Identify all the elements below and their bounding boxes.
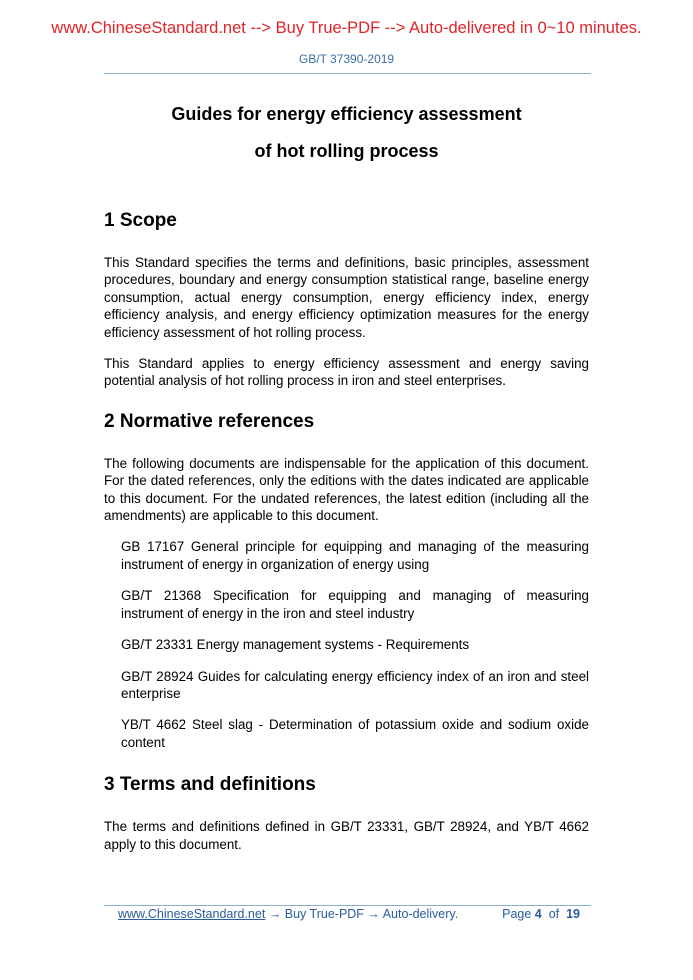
reference-item: GB/T 21368 Specification for equipping and managing of measuring instrument of energy in the iron and steel industry [121,588,589,621]
document-body [104,210,589,853]
footer-divider [104,905,591,906]
page-label: Page [502,907,532,921]
header-divider [104,73,591,74]
scope-paragraph-2: This Standard applies to energy efficiency assessment and energy saving potential analysis of hot rolling process in iron and steel enterprises. [104,356,589,389]
footer-promo [118,907,458,921]
section-heading-normative-references: 2 Normative references [104,410,315,432]
normative-intro-paragraph: The following documents are indispensable for the application of this document. For the dated references, only the editions with the dates indicated are applicable to this document. For the undated references, the latest edition (including all the amendments) are applicable to this document. [104,455,589,524]
standard-code: GB/T 37390-2019 [298,52,395,66]
footer-site-link[interactable]: www.ChineseStandard.net [118,907,266,921]
page-of-label: of [548,907,560,921]
terms-paragraph: The terms and definitions defined in GB/T 23331, GB/T 28924, and YB/T 4662 apply to this document. [104,819,589,852]
page-total: 19 [566,907,580,921]
footer-promo-text: → Buy True-PDF → Auto-delivery. [265,907,459,921]
promo-banner[interactable]: www.ChineseStandard.net --> Buy True-PDF --> Auto-delivered in 0~10 minutes. [51,19,642,37]
reference-item: YB/T 4662 Steel slag - Determination of potassium oxide and sodium oxide content [121,717,589,750]
reference-item: GB/T 23331 Energy management systems - Requirements [121,637,470,653]
document-title-line-2: of hot rolling process [254,141,439,161]
page-footer [118,907,580,921]
document-title-line-1: Guides for energy efficiency assessment [171,104,522,124]
section-heading-terms-definitions: 3 Terms and definitions [104,774,316,796]
page-number: 4 [534,907,542,921]
reference-item: GB 17167 General principle for equipping and managing of the measuring instrument of energy in organization of energy using [121,539,589,572]
reference-item: GB/T 28924 Guides for calculating energy efficiency index of an iron and steel enterprise [121,668,589,701]
scope-paragraph-1: This Standard specifies the terms and definitions, basic principles, assessment procedures, boundary and energy consumption statistical range, baseline energy consumption, actual energy consumption, energy efficiency index, energy efficiency analysis, and energy efficiency optimization measures for the energy efficiency assessment of hot rolling process. [104,255,589,340]
page-indicator [502,907,580,921]
section-heading-scope: 1 Scope [104,210,177,231]
